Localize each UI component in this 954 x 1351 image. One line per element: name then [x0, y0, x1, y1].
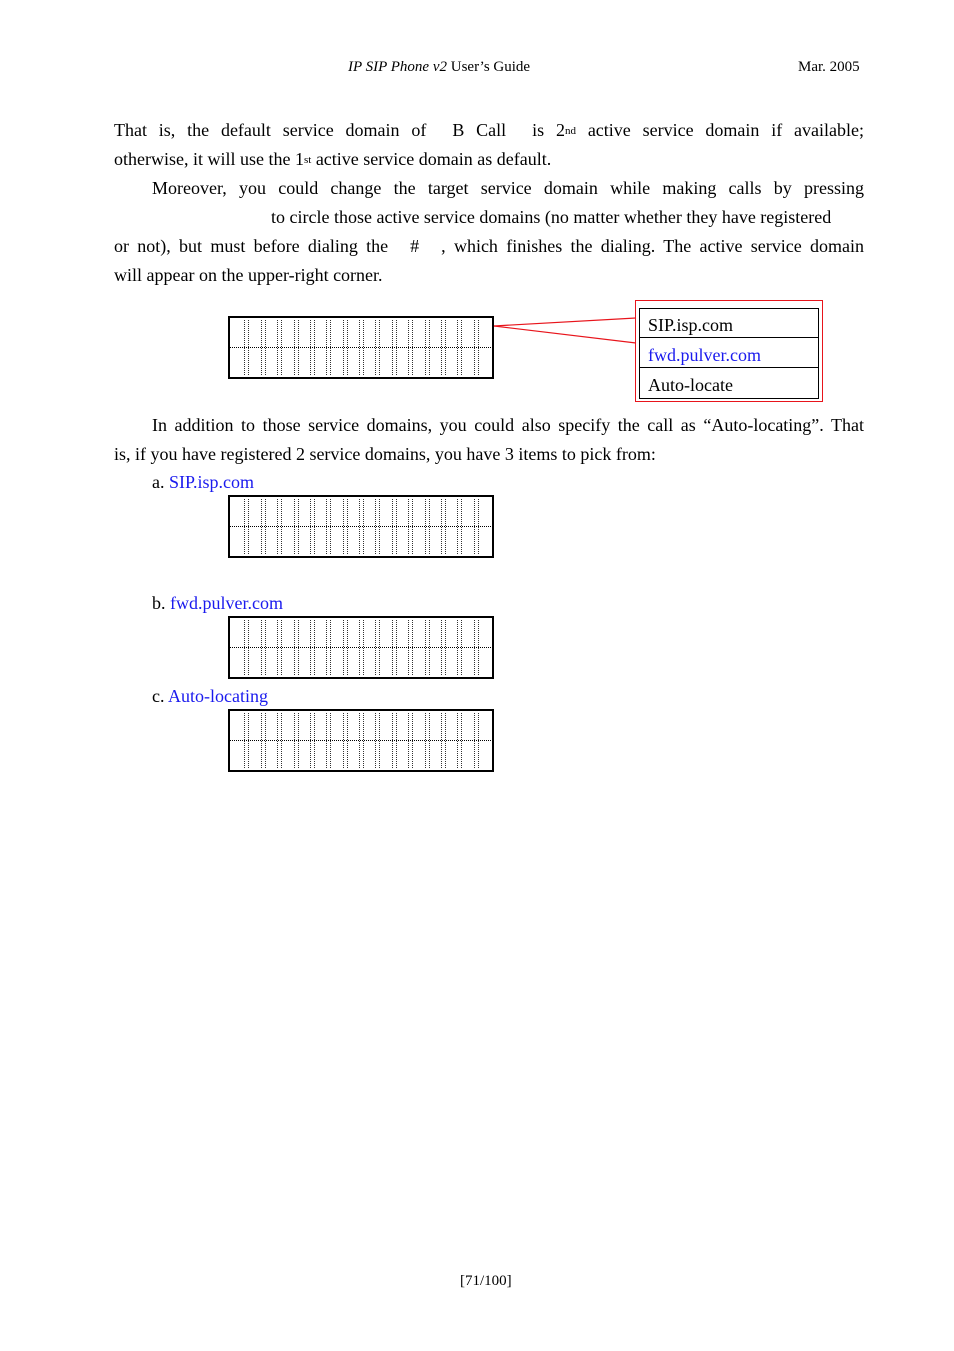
domain-callout	[635, 300, 823, 402]
option-b-link[interactable]: fwd.pulver.com	[170, 593, 283, 613]
header-product: IP SIP Phone v2	[348, 59, 448, 75]
paragraph-auto-locating	[114, 411, 864, 469]
paragraph-line: will appear on the upper-right corner.	[114, 265, 383, 285]
paragraph-line: In addition to those service domains, you could also specify the call as “Auto-locating”. That	[152, 415, 864, 435]
header-date: Mar. 2005	[798, 59, 860, 75]
lcd-display-option-c	[228, 709, 494, 772]
paragraph-line: or not), but must before dialing the # , which finishes the dialing. The active service domain	[114, 236, 864, 256]
option-a: a. SIP.isp.com	[152, 472, 255, 492]
b-call-key: B Call	[452, 120, 507, 140]
lcd-display-main	[228, 316, 494, 379]
domain-item-fwd: fwd.pulver.com	[640, 339, 818, 368]
domain-item-sip: SIP.isp.com	[640, 309, 818, 338]
option-c-link[interactable]: Auto-locating	[168, 686, 268, 706]
lcd-grid	[230, 497, 492, 556]
lcd-display-option-b	[228, 616, 494, 679]
option-a-link[interactable]: SIP.isp.com	[169, 472, 255, 492]
option-c: c. Auto-locating	[152, 686, 268, 706]
callout-pointer-bottom	[494, 326, 636, 343]
lcd-grid	[230, 318, 492, 377]
domain-item-auto: Auto-locate	[648, 375, 733, 395]
lcd-grid	[230, 618, 492, 677]
domain-list	[639, 308, 819, 399]
header-title	[348, 59, 530, 76]
lcd-display-option-a	[228, 495, 494, 558]
callout-pointer-top	[494, 318, 636, 326]
header-guide: User’s Guide	[447, 59, 531, 75]
paragraph-default-domain	[114, 116, 864, 174]
lcd-grid	[230, 711, 492, 770]
paragraph-line: Moreover, you could change the target service domain while making calls by pressing	[152, 178, 864, 198]
callout-pointer	[490, 312, 640, 352]
option-b: b. fwd.pulver.com	[152, 593, 283, 613]
paragraph-line: otherwise, it will use the 1st active service domain as default.	[114, 149, 552, 169]
paragraph-line: is, if you have registered 2 service domains, you have 3 items to pick from:	[114, 444, 656, 464]
paragraph-line: to circle those active service domains (no matter whether they have registered	[271, 207, 832, 227]
page-number: [71/100]	[460, 1273, 512, 1289]
paragraph-line: That is, the default service domain of B Call is 2nd active service domain if available;	[114, 120, 864, 140]
hash-key: #	[410, 236, 420, 256]
paragraph-change-domain	[114, 174, 864, 290]
